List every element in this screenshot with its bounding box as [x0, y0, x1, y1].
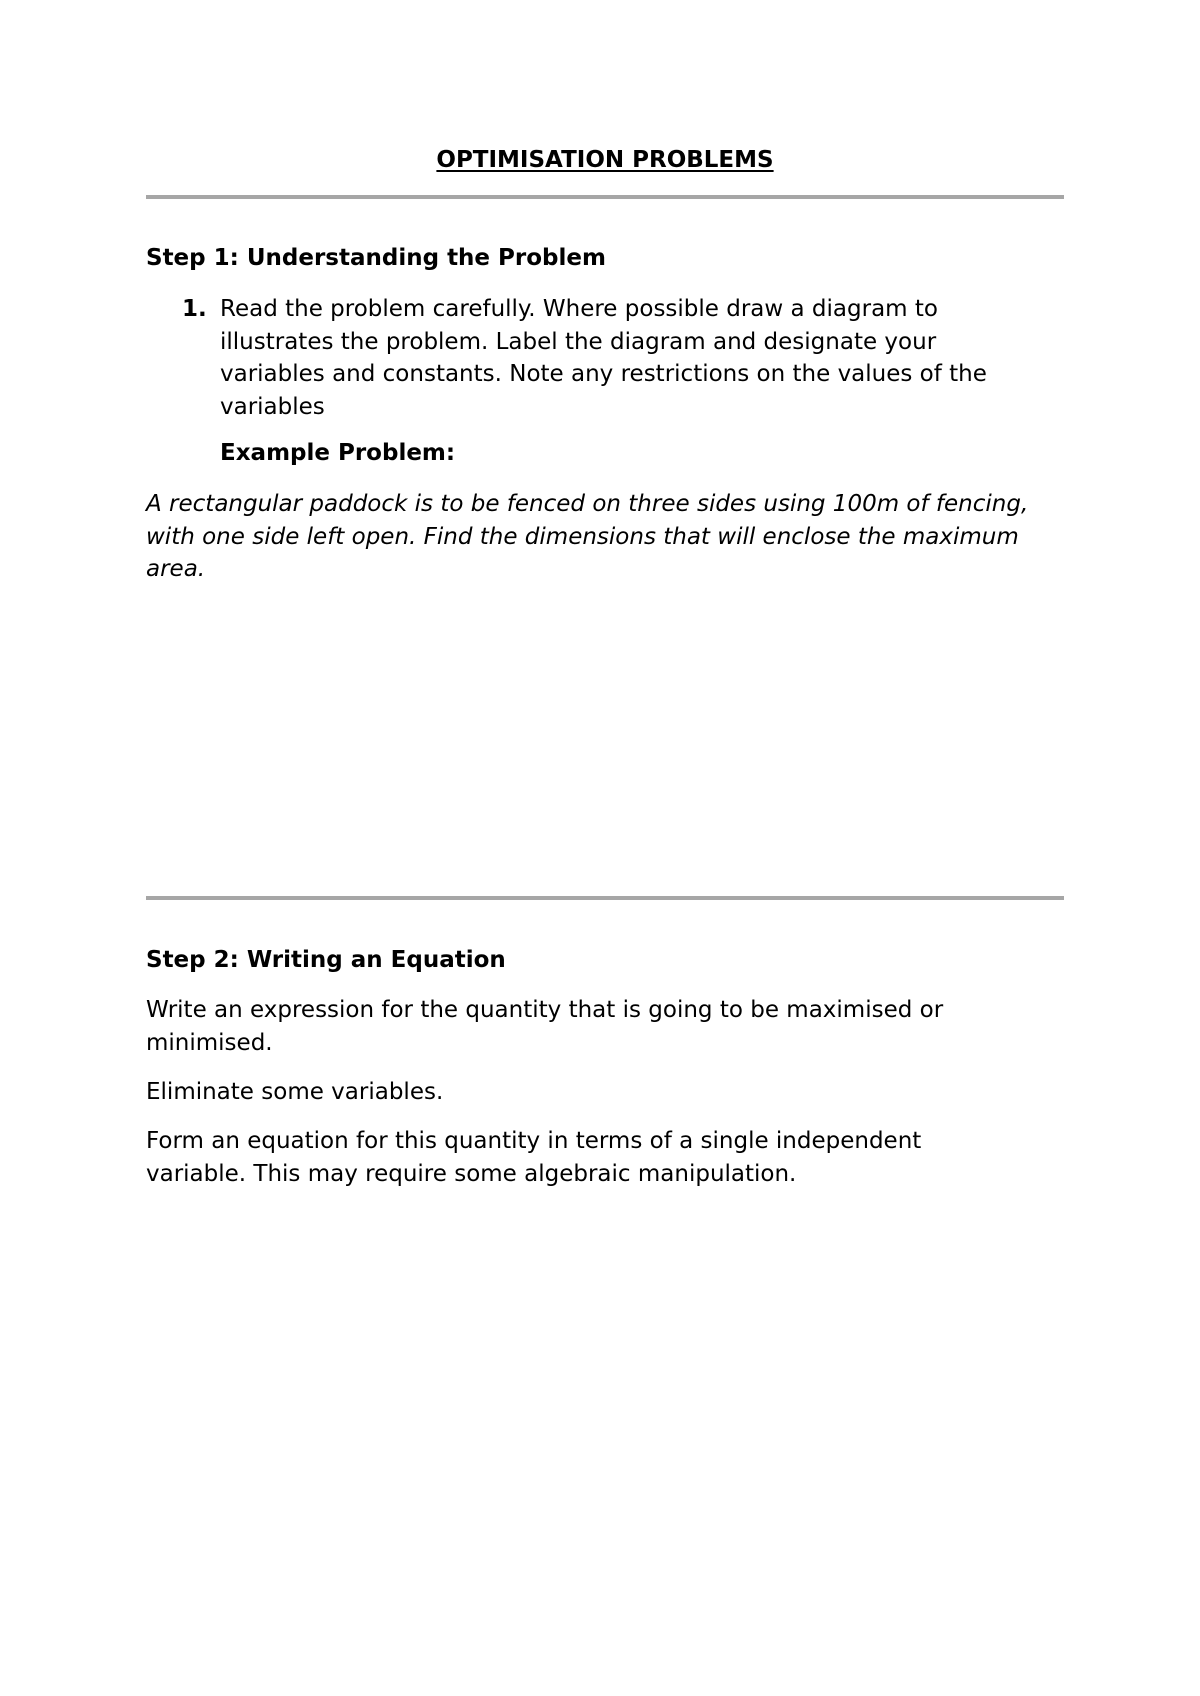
paragraph: Form an equation for this quantity in terms of a single independent variable. This may require some algebraic manipulation.	[146, 1128, 922, 1187]
step2-heading: Step 2: Writing an Equation	[146, 947, 506, 973]
horizontal-rule	[146, 195, 1064, 199]
horizontal-rule	[146, 896, 1064, 900]
example-problem-text: A rectangular paddock is to be fenced on three sides using 100m of fencing, with one side left open. Find the dimensions that will enclose the maximum area.	[146, 491, 1029, 582]
document-page	[146, 0, 1064, 1696]
step1-heading: Step 1: Understanding the Problem	[146, 245, 606, 271]
paragraph: Eliminate some variables.	[146, 1079, 444, 1105]
list-item-text: Read the problem carefully. Where possible draw a diagram to illustrates the problem. Label the diagram and designate your variables and constants. Note any restrictions on the values of the variables	[220, 296, 987, 420]
example-problem-label: Example Problem:	[220, 440, 456, 466]
page-title: OPTIMISATION PROBLEMS	[436, 147, 774, 173]
list-marker: 1.	[182, 296, 207, 322]
paragraph: Write an expression for the quantity that is going to be maximised or minimised.	[146, 997, 944, 1056]
